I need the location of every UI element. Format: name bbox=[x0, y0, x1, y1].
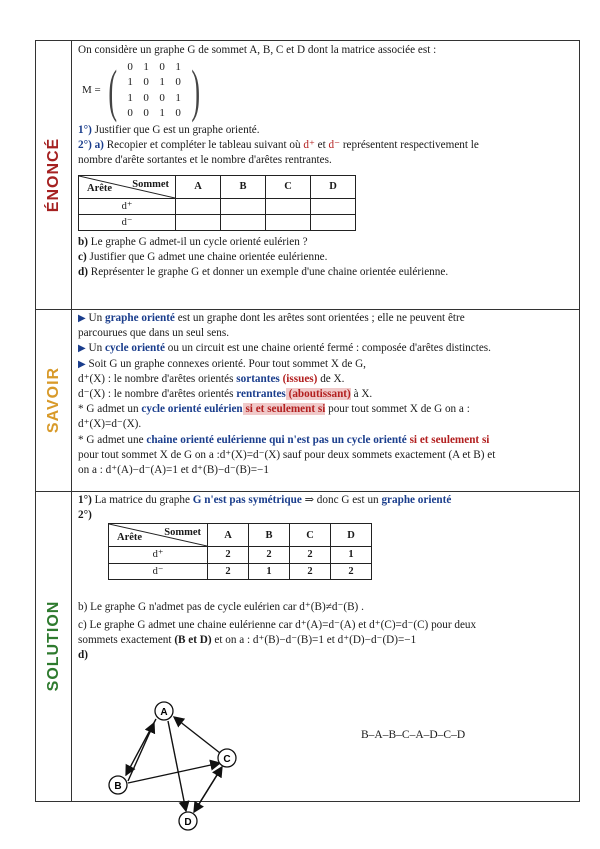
empty-cell bbox=[311, 198, 356, 214]
table-cell: 2 bbox=[208, 563, 249, 579]
table-cell: 2 bbox=[208, 547, 249, 563]
question-1 bbox=[78, 123, 573, 138]
q2-text: représentent respectivement le bbox=[340, 139, 479, 152]
table-cell: 1 bbox=[331, 547, 372, 563]
matrix-cell: 0 bbox=[127, 106, 133, 119]
solution-c1: c) Le graphe G admet une chaine eulérienne car d⁺(A)=d⁻(A) et d⁺(C)=d⁻(C) pour deux bbox=[78, 619, 477, 632]
table-header: B bbox=[221, 175, 266, 198]
question-2a-line2: nombre d'arête sortantes et le nombre d'arêtes rentrantes. bbox=[78, 154, 332, 167]
empty-cell bbox=[266, 198, 311, 214]
empty-cell bbox=[176, 198, 221, 214]
q1-text: Justifier que G est un graphe orienté. bbox=[91, 124, 260, 137]
edge-c-d bbox=[194, 767, 222, 812]
matrix-cell: 0 bbox=[159, 91, 165, 104]
matrix-cell: 1 bbox=[159, 76, 165, 89]
edge-b-a bbox=[128, 723, 154, 781]
qb-number: b) bbox=[78, 236, 88, 249]
row-label: d⁺ bbox=[109, 547, 208, 563]
matrix-cell: 1 bbox=[143, 61, 149, 74]
edge-b-c bbox=[128, 763, 220, 783]
matrix-cell: 0 bbox=[175, 106, 181, 119]
row-label: d⁻ bbox=[109, 563, 208, 579]
table-header: C bbox=[290, 524, 331, 547]
savoir-line: ▶ Un cycle orienté ou un circuit est une chaine orienté fermé : composée d'arêtes distinctes. bbox=[78, 342, 491, 355]
empty-cell bbox=[221, 198, 266, 214]
q1-number: 1°) bbox=[78, 124, 92, 137]
row-label: d⁺ bbox=[79, 198, 176, 214]
table-header: D bbox=[331, 524, 372, 547]
savoir-line: on a : d⁺(A)−d⁻(A)=1 et d⁺(B)−d⁻(B)=−1 bbox=[78, 464, 269, 477]
solution-table bbox=[108, 523, 372, 579]
table-cell: 1 bbox=[249, 563, 290, 579]
savoir-line: parcourues que dans un seul sens. bbox=[78, 327, 229, 340]
savoir-content bbox=[78, 311, 573, 478]
matrix-cell: 1 bbox=[175, 91, 181, 104]
table-cell: 2 bbox=[331, 563, 372, 579]
dplus-symbol: d⁺ bbox=[303, 139, 315, 152]
savoir-line: d⁻(X) : le nombre d'arêtes orientés rentrantes (aboutissant) à X. bbox=[78, 388, 373, 401]
savoir-line: * G admet une chaine orienté eulérienne qui n'est pas un cycle orienté si et seulement si bbox=[78, 433, 490, 446]
matrix-cell: 1 bbox=[127, 91, 133, 104]
table-header: A bbox=[208, 524, 249, 547]
play-arrow-icon: ▶ bbox=[78, 358, 86, 370]
empty-cell bbox=[221, 214, 266, 230]
question-2a bbox=[78, 138, 573, 153]
qb-text: Le graphe G admet-il un cycle orienté eulérien ? bbox=[87, 236, 308, 249]
q2-text: Recopier et compléter le tableau suivant où bbox=[103, 139, 304, 152]
empty-cell bbox=[266, 214, 311, 230]
qc-number: c) bbox=[78, 251, 87, 264]
table-header: A bbox=[176, 175, 221, 198]
node-c-label: C bbox=[223, 754, 231, 765]
dminus-symbol: d⁻ bbox=[328, 139, 341, 152]
empty-cell bbox=[311, 214, 356, 230]
node-a-label: A bbox=[160, 707, 168, 718]
matrix-left-paren: ( bbox=[108, 57, 117, 123]
qd-text: Représenter le graphe G et donner un exemple d'une chaine orientée eulérienne. bbox=[87, 266, 449, 279]
table-header: B bbox=[249, 524, 290, 547]
matrix-cell: 0 bbox=[175, 76, 181, 89]
question-2c bbox=[78, 250, 573, 265]
matrix-cell: 1 bbox=[175, 61, 181, 74]
question-2d bbox=[78, 265, 573, 280]
solution-2: 2°) bbox=[78, 509, 92, 522]
savoir-line: * G admet un cycle orienté eulérien si et seulement si pour tout sommet X de G on a : bbox=[78, 403, 470, 416]
table-corner bbox=[109, 524, 208, 547]
table-cell: 2 bbox=[249, 547, 290, 563]
corner-top-label: Sommet bbox=[164, 527, 201, 539]
matrix-cell: 0 bbox=[143, 106, 149, 119]
matrix-cell: 0 bbox=[143, 91, 149, 104]
edge-c-a bbox=[174, 717, 220, 753]
row-label: d⁻ bbox=[79, 214, 176, 230]
table-corner bbox=[79, 175, 176, 198]
solution-side bbox=[36, 491, 72, 801]
table-header: D bbox=[311, 175, 356, 198]
enonce-table bbox=[78, 175, 356, 231]
savoir-side bbox=[36, 309, 72, 491]
enonce-section bbox=[36, 41, 579, 310]
q2-number: 2°) a) bbox=[78, 139, 104, 152]
corner-top-label: Sommet bbox=[132, 178, 169, 190]
corner-bottom-label: Arête bbox=[117, 532, 143, 544]
solution-1: 1°) La matrice du graphe G n'est pas symétrique ⇒ donc G est un graphe orienté bbox=[78, 494, 452, 506]
savoir-line: ▶ Soit G un graphe connexes orienté. Pour tout sommet X de G, bbox=[78, 357, 366, 370]
intro-text: On considère un graphe G de sommet A, B, C et D dont la matrice associée est : bbox=[78, 44, 437, 56]
table-cell: 2 bbox=[290, 563, 331, 579]
qc-text: Justifier que G admet une chaine orientée eulérienne. bbox=[86, 251, 328, 264]
matrix-name: M = bbox=[82, 84, 101, 96]
matrix-cell: 0 bbox=[127, 61, 133, 74]
qd-number: d) bbox=[78, 266, 88, 279]
savoir-line: d⁺(X) : le nombre d'arêtes orientés sortantes (issues) de X. bbox=[78, 372, 345, 385]
node-d-label: D bbox=[184, 817, 192, 828]
solution-section bbox=[36, 491, 579, 828]
enonce-content bbox=[78, 43, 573, 281]
matrix-cell: 1 bbox=[127, 76, 133, 89]
matrix-right-paren: ) bbox=[191, 57, 201, 123]
solution-b: b) Le graphe G n'admet pas de cycle eulérien car d⁺(B)≠d⁻(B) . bbox=[78, 600, 364, 613]
savoir-section bbox=[36, 309, 579, 492]
solution-d: d) bbox=[78, 649, 88, 662]
matrix-cell: 0 bbox=[143, 76, 149, 89]
matrix-cell: 0 bbox=[159, 61, 165, 74]
question-2b bbox=[78, 235, 573, 250]
play-arrow-icon: ▶ bbox=[78, 343, 86, 355]
solution-c2: sommets exactement (B et D) et on a : d⁺(B)−d⁻(B)=1 et d⁺(D)−d⁻(D)=−1 bbox=[78, 634, 417, 647]
savoir-line: d⁺(X)=d⁻(X). bbox=[78, 418, 142, 431]
savoir-line: ▶ Un graphe orienté est un graphe dont les arêtes sont orientées ; elle ne peuvent être bbox=[78, 312, 465, 324]
enonce-side bbox=[36, 41, 72, 309]
exercise-frame bbox=[35, 40, 580, 828]
matrix-table bbox=[122, 60, 186, 121]
oriented-graph bbox=[96, 691, 256, 831]
eulerian-chain: B–A–B–C–A–D–C–D bbox=[361, 729, 466, 741]
play-arrow-icon: ▶ bbox=[78, 313, 86, 324]
empty-cell bbox=[176, 214, 221, 230]
enonce-label: ÉNONCÉ bbox=[44, 137, 62, 213]
matrix-block bbox=[82, 57, 573, 123]
table-cell: 2 bbox=[290, 547, 331, 563]
corner-bottom-label: Arête bbox=[87, 183, 113, 195]
savoir-label: SAVOIR bbox=[44, 366, 62, 434]
node-b-label: B bbox=[114, 781, 122, 792]
solution-content bbox=[78, 493, 573, 664]
q2-text: et bbox=[314, 139, 329, 152]
table-header: C bbox=[266, 175, 311, 198]
edge-a-d bbox=[168, 721, 186, 811]
solution-label: SOLUTION bbox=[44, 600, 62, 692]
savoir-line: pour tout sommet X de G on a :d⁺(X)=d⁻(X) sauf pour deux sommets exactement (A et B) et bbox=[78, 448, 496, 461]
matrix-cell: 1 bbox=[159, 106, 165, 119]
